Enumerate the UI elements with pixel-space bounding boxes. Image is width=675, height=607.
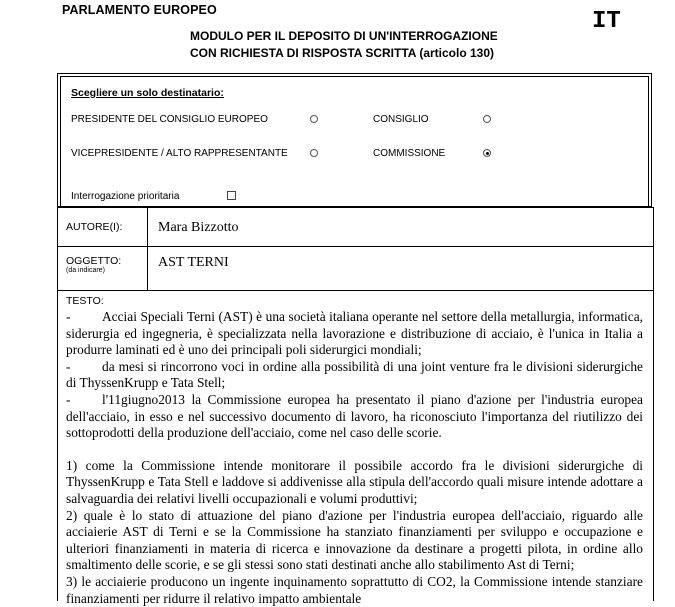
- question-paragraph: 2) quale è lo stato di attuazione del piano d'azione per l'industria europea dell'acciaio, riguardo alle acciaierie AST di Terni e se la Commissione ha stanziato finanziamenti per sviluppo e occupazione e ulteriori finanziamenti in materia di ricerca e innovazione da destinare a progetti pilota, in ordine allo smaltimento delle scorie, e se gli stessi sono stati destinati anche allo stabilimento Ast di Terni;: [66, 507, 643, 573]
- bullet-paragraph: [66, 309, 643, 359]
- form-title-line1: MODULO PER IL DEPOSITO DI UN'INTERROGAZIONE: [190, 29, 498, 43]
- radio-vice-president[interactable]: [310, 149, 318, 157]
- form-title: [190, 28, 498, 62]
- author-label: AUTORE(I):: [66, 221, 123, 233]
- bullet-text: Acciai Speciali Terni (AST) è una società italiana operante nel settore della metallurgia, informatica, siderurgia ed ingegneria, è specializzata nella lavorazione e distribuzione di acciaio, è l'unica in Italia a produrre laminati ed è uno dei principali poli siderurgici mondiali;: [66, 309, 643, 358]
- bullet-dash: -: [66, 358, 71, 374]
- priority-label: Interrogazione prioritaria: [71, 191, 180, 202]
- author-divider: [147, 207, 148, 247]
- option-label-commission: COMMISSIONE: [373, 148, 446, 159]
- text-right-border: [653, 290, 654, 601]
- form-title-line2: CON RICHIESTA DI RISPOSTA SCRITTA (articolo 130): [190, 46, 495, 60]
- text-label: TESTO:: [66, 295, 104, 307]
- bullet-paragraph: [66, 359, 643, 392]
- bullet-dash: -: [66, 309, 71, 324]
- bullet-paragraph: [66, 392, 643, 442]
- radio-council[interactable]: [483, 115, 491, 123]
- priority-checkbox[interactable]: [227, 191, 236, 200]
- organization-name: PARLAMENTO EUROPEO: [62, 3, 217, 17]
- bullet-dash: -: [66, 391, 71, 407]
- radio-european-council-president[interactable]: [310, 115, 318, 123]
- option-label-vice-president: VICEPRESIDENTE / ALTO RAPPRESENTANTE: [71, 148, 288, 159]
- option-label-european-council-president: PRESIDENTE DEL CONSIGLIO EUROPEO: [71, 114, 268, 125]
- bullet-text: da mesi si rincorrono voci in ordine alla possibilità di una joint venture fra le divisioni siderurgiche di ThyssenKrupp e Tata Stell;: [66, 358, 643, 391]
- text-left-border: [57, 290, 58, 601]
- language-code: IT: [592, 8, 621, 35]
- subject-label: OGGETTO:: [66, 255, 122, 267]
- author-value[interactable]: Mara Bizzotto: [158, 220, 239, 235]
- subject-sublabel: (da indicare): [66, 267, 105, 274]
- bullet-text: l'11giugno2013 la Commissione europea ha presentato il piano d'azione per l'industria europea dell'acciaio, in esso e nel successivo documento di lavoro, ha riconosciuto l'importanza del riutilizzo dei sottoprodotti della produzione dell'acciaio, come nel caso delle scorie.: [66, 391, 643, 441]
- question-paragraph: 1) come la Commissione intende monitorare il possibile accordo fra le divisioni siderurgiche di ThyssenKrupp e Tata Stell e laddove si addivenisse alla stipula dell'accordo quali misure intende adottare a salvaguardia dei relativi livelli occupazionali e volumi produttivi;: [66, 457, 643, 506]
- subject-divider: [147, 246, 148, 291]
- recipient-heading: Scegliere un solo destinatario:: [71, 87, 224, 99]
- subject-value[interactable]: AST TERNI: [158, 255, 229, 270]
- radio-commission[interactable]: [483, 149, 491, 157]
- question-paragraph: 3) le acciaierie producono un ingente inquinamento soprattutto di CO2, la Commissione intende stanziare finanziamenti per ridurre il relativo impatto ambientale: [66, 573, 643, 606]
- option-label-council: CONSIGLIO: [373, 114, 429, 125]
- text-body: [66, 309, 643, 607]
